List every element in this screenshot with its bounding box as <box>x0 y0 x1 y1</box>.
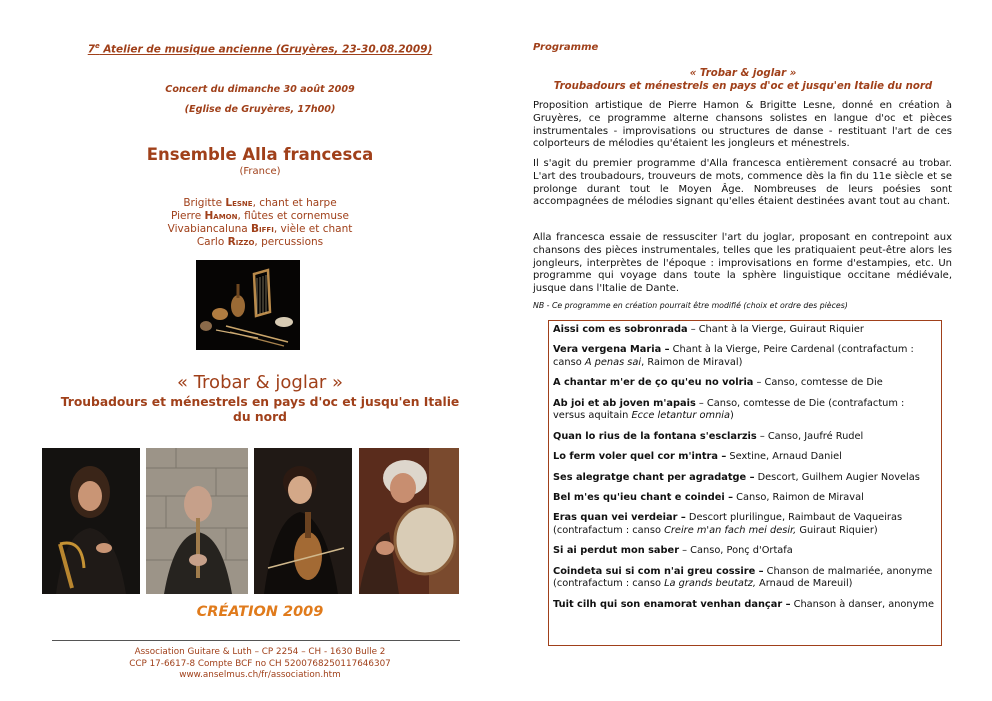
member-last: Lesne <box>225 197 253 209</box>
description-paragraph: Proposition artistique de Pierre Hamon & Brigitte Lesne, donné en création à Gruyères, ce programme alterne chansons solistes en langue d'oc et pièces instrumentales - improvisations ou structures de danse - restituant l'art de ces colporteurs de mélodies qu'étaient les jongleurs et ménestrels. <box>533 100 952 150</box>
track-title: Si ai perdut mon saber <box>553 545 680 557</box>
member-row <box>60 236 460 249</box>
track-desc: Chanson de malmariée, anonyme (contrafactum : canso <box>553 565 933 590</box>
track-item <box>553 398 937 423</box>
track-desc: Chant à la Vierge, Peire Cardenal (contrafactum : canso <box>553 344 914 368</box>
description-paragraph: Alla francesca essaie de ressusciter l'art du joglar, proposant en contrepoint aux chansons des pièces instrumentales, telles que les pratiquaient peut-être alors les jongleurs, interprètes de l'époque : improvisations en forme d'estampies, etc. Un programme qui voyage dans toute la sphère linguistique occitane médiévale, jusque dans l'Italie de Dante. <box>533 232 952 295</box>
instruments-photo <box>196 260 300 350</box>
track-title: A chantar m'er de ço qu'eu no volria <box>553 377 754 389</box>
track-desc: – Canso, Ponç d'Ortafa <box>679 545 793 557</box>
member-row <box>60 197 460 210</box>
track-title: Tuit cilh qui son enamorat venhan dançar – <box>553 598 791 610</box>
musician-photo-vielle-player <box>254 448 352 594</box>
track-item <box>553 545 937 557</box>
track-desc: – Canso, Jaufré Rudel <box>756 430 864 442</box>
creation-label: CRÉATION 2009 <box>196 604 324 620</box>
track-desc-tail: , Raimon de Miraval) <box>641 356 743 368</box>
track-item <box>553 599 937 611</box>
track-desc-tail: ) <box>730 410 734 422</box>
track-item <box>553 451 937 463</box>
track-item <box>553 512 937 537</box>
header-ordinal: 7 <box>87 43 96 56</box>
member-role: , flûtes et cornemuse <box>237 210 349 222</box>
programme-note: NB - Ce programme en création pourrait être modifié (choix et ordre des pièces) <box>533 301 848 310</box>
track-title: Coindeta sui si com n'ai greu cossire – <box>553 565 764 577</box>
programme-title <box>533 67 953 93</box>
member-last: Hamon <box>204 210 238 222</box>
track-desc-tail: Arnaud de Mareuil) <box>755 578 853 590</box>
header-sup: e <box>95 42 100 50</box>
association-website: www.anselmus.ch/fr/association.htm <box>179 670 341 680</box>
member-last: Rizzo <box>227 236 255 248</box>
track-title: Ses alegratge chant per agradatge – <box>553 471 755 483</box>
members-list <box>60 197 460 249</box>
track-desc: Sextine, Arnaud Daniel <box>726 451 842 463</box>
header-text: Atelier de musique ancienne (Gruyères, 23-30.08.2009) <box>99 43 433 56</box>
track-title: Bel m'es qu'ieu chant e coindei – <box>553 491 734 503</box>
track-item <box>553 431 937 443</box>
ensemble-name: Ensemble Alla francesca <box>146 145 374 164</box>
program-subtitle: Troubadours et ménestrels en pays d'oc et jusqu'en Italie du nord <box>60 395 460 424</box>
member-role: , vièle et chant <box>273 223 353 235</box>
member-first: Pierre <box>171 210 205 222</box>
footer-divider <box>52 640 460 641</box>
track-list <box>548 320 942 646</box>
track-desc-tail: Guiraut Riquier) <box>796 524 878 536</box>
association-footer <box>60 647 460 682</box>
description-paragraph: Il s'agit du premier programme d'Alla francesca entièrement consacré au trobar. L'art des troubadours, trouveurs de mots, commence dès la fin du 11e siècle et se prolonge durant tout le Moyen Âge. Nombreuses de leurs poésies sont accompagnées de mélodies signant qu'elles étaient destinées avant tout au chant. <box>533 158 952 208</box>
track-title: Ab joi et ab joven m'apais <box>553 397 696 409</box>
programme-heading: Programme <box>533 42 599 53</box>
member-row <box>60 223 460 236</box>
concert-date: Concert du dimanche 30 août 2009 <box>165 84 355 95</box>
member-last: Biffi <box>251 223 274 235</box>
track-title: Eras quan vei verdeiar – <box>553 512 686 524</box>
member-first: Brigitte <box>183 197 226 209</box>
track-ref-title: Creire m'an fach mei desir, <box>664 524 797 536</box>
track-ref-title: A penas sai <box>584 356 642 368</box>
member-first: Carlo <box>196 236 228 248</box>
musician-photo-flutist <box>146 448 248 594</box>
track-desc: Canso, Raimon de Miraval <box>733 491 864 503</box>
track-item <box>553 344 937 369</box>
track-desc: – Canso, comtesse de Die <box>753 377 883 389</box>
track-item <box>553 566 937 591</box>
track-desc: – Canso, comtesse de Die (contrafactum : versus aquitain <box>553 397 905 422</box>
track-item <box>553 324 937 336</box>
musician-photo-harpist <box>42 448 140 594</box>
track-item <box>553 377 937 389</box>
programme-title-line2: Troubadours et ménestrels en pays d'oc et jusqu'en Italie du nord <box>553 81 933 92</box>
track-item <box>553 492 937 504</box>
track-desc: Descort plurilingue, Raimbaut de Vaqueiras (contrafactum : canso <box>553 512 903 536</box>
musician-photo-percussionist <box>359 448 459 594</box>
programme-title-line1: « Trobar & joglar » <box>689 68 797 79</box>
track-item <box>553 472 937 484</box>
association-account: CCP 17-6617-8 Compte BCF no CH 5200768250117646307 <box>129 658 391 669</box>
association-address: Association Guitare & Luth – CP 2254 – CH - 1630 Bulle 2 <box>134 647 386 657</box>
track-title: Quan lo rius de la fontana s'esclarzis <box>553 430 757 442</box>
track-title: Lo ferm voler quel cor m'intra – <box>553 451 727 463</box>
track-desc: Chanson à danser, anonyme <box>790 598 935 610</box>
track-desc: Descort, Guilhem Augier Novelas <box>754 471 920 483</box>
ensemble-country: (France) <box>239 166 281 177</box>
track-desc: – Chant à la Vierge, Guiraut Riquier <box>687 324 864 335</box>
track-title: Aissi com es sobronrada <box>553 324 688 335</box>
track-ref-title: La grands beutatz, <box>664 578 756 590</box>
member-role: , chant et harpe <box>252 197 337 209</box>
member-row <box>60 210 460 223</box>
program-title: « Trobar & joglar » <box>176 372 344 393</box>
track-ref-title: Ecce letantur omnia <box>631 410 731 422</box>
concert-venue: (Eglise de Gruyères, 17h00) <box>184 104 336 115</box>
member-role: , percussions <box>254 236 324 248</box>
festival-header <box>60 42 460 56</box>
track-title: Vera vergena Maria – <box>553 344 670 356</box>
member-first: Vivabiancaluna <box>167 223 252 235</box>
